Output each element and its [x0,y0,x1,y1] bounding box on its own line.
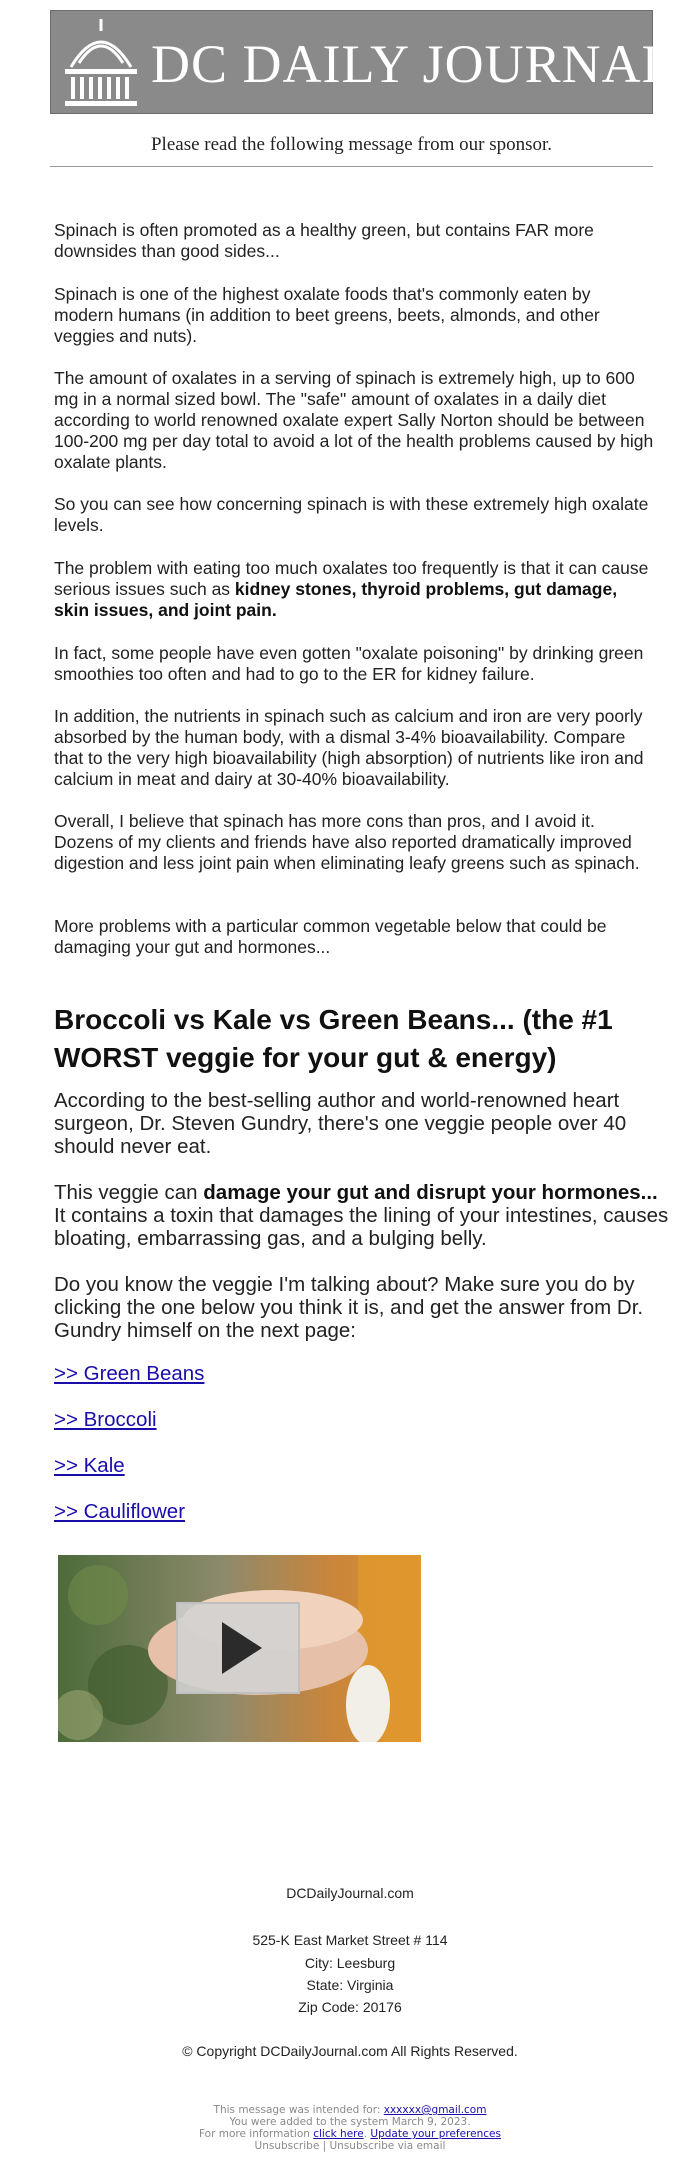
text-fragment: This veggie can [54,1181,204,1204]
text-fragment: For more information [199,2128,314,2140]
footer-state: State: Virginia [306,1977,394,1993]
article-paragraph: Spinach is often promoted as a healthy green, but contains FAR more downsides than good sides... [54,220,594,261]
article-paragraph: Overall, I believe that spinach has more cons than pros, and I avoid it. Dozens of my clients and friends have also reported dramatically improved digestion and less joint pain when eliminating leafy greens such as spinach. [54,811,640,873]
text-fragment: The problem with eating too much oxalates too frequently is that it can cause serious issues such as [54,558,649,599]
unsubscribe-email-link[interactable]: Unsubscribe via email [329,2140,446,2152]
footer-street: 525-K East Market Street # 114 [252,1932,448,1948]
article-paragraph: In fact, some people have even gotten "oxalate poisoning" by drinking green smoothies too often and had to go to the ER for kidney failure. [54,643,644,684]
article-paragraph: In addition, the nutrients in spinach such as calcium and iron are very poorly absorbed by the human body, with a dismal 3-4% bioavailability. Compare that to the very high bioavailability (high absorption) of nutrients like iron and calcium in meat and dairy at 30-40% bioavailability. [54,706,644,789]
highlighted-text: kidney stones, thyroid problems, gut damage, skin issues, and joint pain. [54,579,618,620]
play-button[interactable] [176,1602,300,1694]
text-fragment: This message was intended for: [213,2104,384,2116]
video-thumbnail[interactable] [58,1555,421,1742]
green-beans-link[interactable]: >> Green Beans [54,1362,205,1385]
added-date: You were added to the system March 9, 2023. [229,2116,471,2128]
masthead-title: DC DAILY JOURNAL [151,34,676,94]
article-paragraph [54,558,654,621]
recipient-email-link[interactable]: xxxxxx@gmail.com [383,2104,487,2116]
more-info: For more information click here. Update your preferences [199,2128,501,2140]
promo-question: Do you know the veggie I'm talking about? Make sure you do by clicking the one below you think it is, and get the answer from Dr. Gundry himself on the next page: [54,1273,644,1342]
header-divider [50,166,653,167]
kale-link[interactable]: >> Kale [54,1454,125,1477]
article-paragraph: The amount of oxalates in a serving of spinach is extremely high, up to 600 mg in a normal sized bowl. The "safe" amount of oxalates in a daily diet according to world renowned oxalate expert Sally Norton should be between 100-200 mg per day total to avoid a lot of the health problems caused by high oxalate plants. [54,368,654,472]
cauliflower-link[interactable]: >> Cauliflower [54,1500,186,1523]
update-preferences-link[interactable]: Update your preferences [370,2128,501,2140]
unsubscribe-row: Unsubscribe | Unsubscribe via email [254,2140,446,2152]
article-paragraph: So you can see how concerning spinach is with these extremely high oxalate levels. [54,494,649,535]
footer-copyright: © Copyright DCDailyJournal.com All Rights Reserved. [182,2043,518,2059]
play-icon [178,1604,298,1692]
unsubscribe-link[interactable]: Unsubscribe [254,2140,320,2152]
promo-claim [54,1181,669,1250]
footer-city: City: Leesburg [304,1955,396,1971]
promo-headline: Broccoli vs Kale vs Green Beans... (the #1 WORST veggie for your gut & energy) [54,1004,613,1073]
broccoli-link[interactable]: >> Broccoli [54,1408,157,1431]
footer-zip: Zip Code: 20176 [298,1999,402,2015]
highlighted-text: damage your gut and disrupt your hormones... [203,1181,658,1204]
click-here-link[interactable]: click here [313,2128,364,2140]
sponsor-note: Please read the following message from our sponsor. [150,134,553,155]
masthead-banner [50,10,676,114]
article-paragraph: Spinach is one of the highest oxalate foods that's commonly eaten by modern humans (in addition to beet greens, beets, almonds, and other veggies and nuts). [54,284,600,346]
article-paragraph: More problems with a particular common vegetable below that could be damaging your gut and hormones... [54,916,607,957]
capitol-dome-icon [61,17,141,109]
promo-intro: According to the best-selling author and world-renowned heart surgeon, Dr. Steven Gundry, there's one veggie people over 40 should never eat. [54,1089,627,1158]
intended-recipient [0,2104,700,2116]
text-fragment: It contains a toxin that damages the lining of your intestines, causes bloating, embarrassing gas, and a bulging belly. [54,1204,669,1250]
footer-site: DCDailyJournal.com [286,1885,414,1901]
